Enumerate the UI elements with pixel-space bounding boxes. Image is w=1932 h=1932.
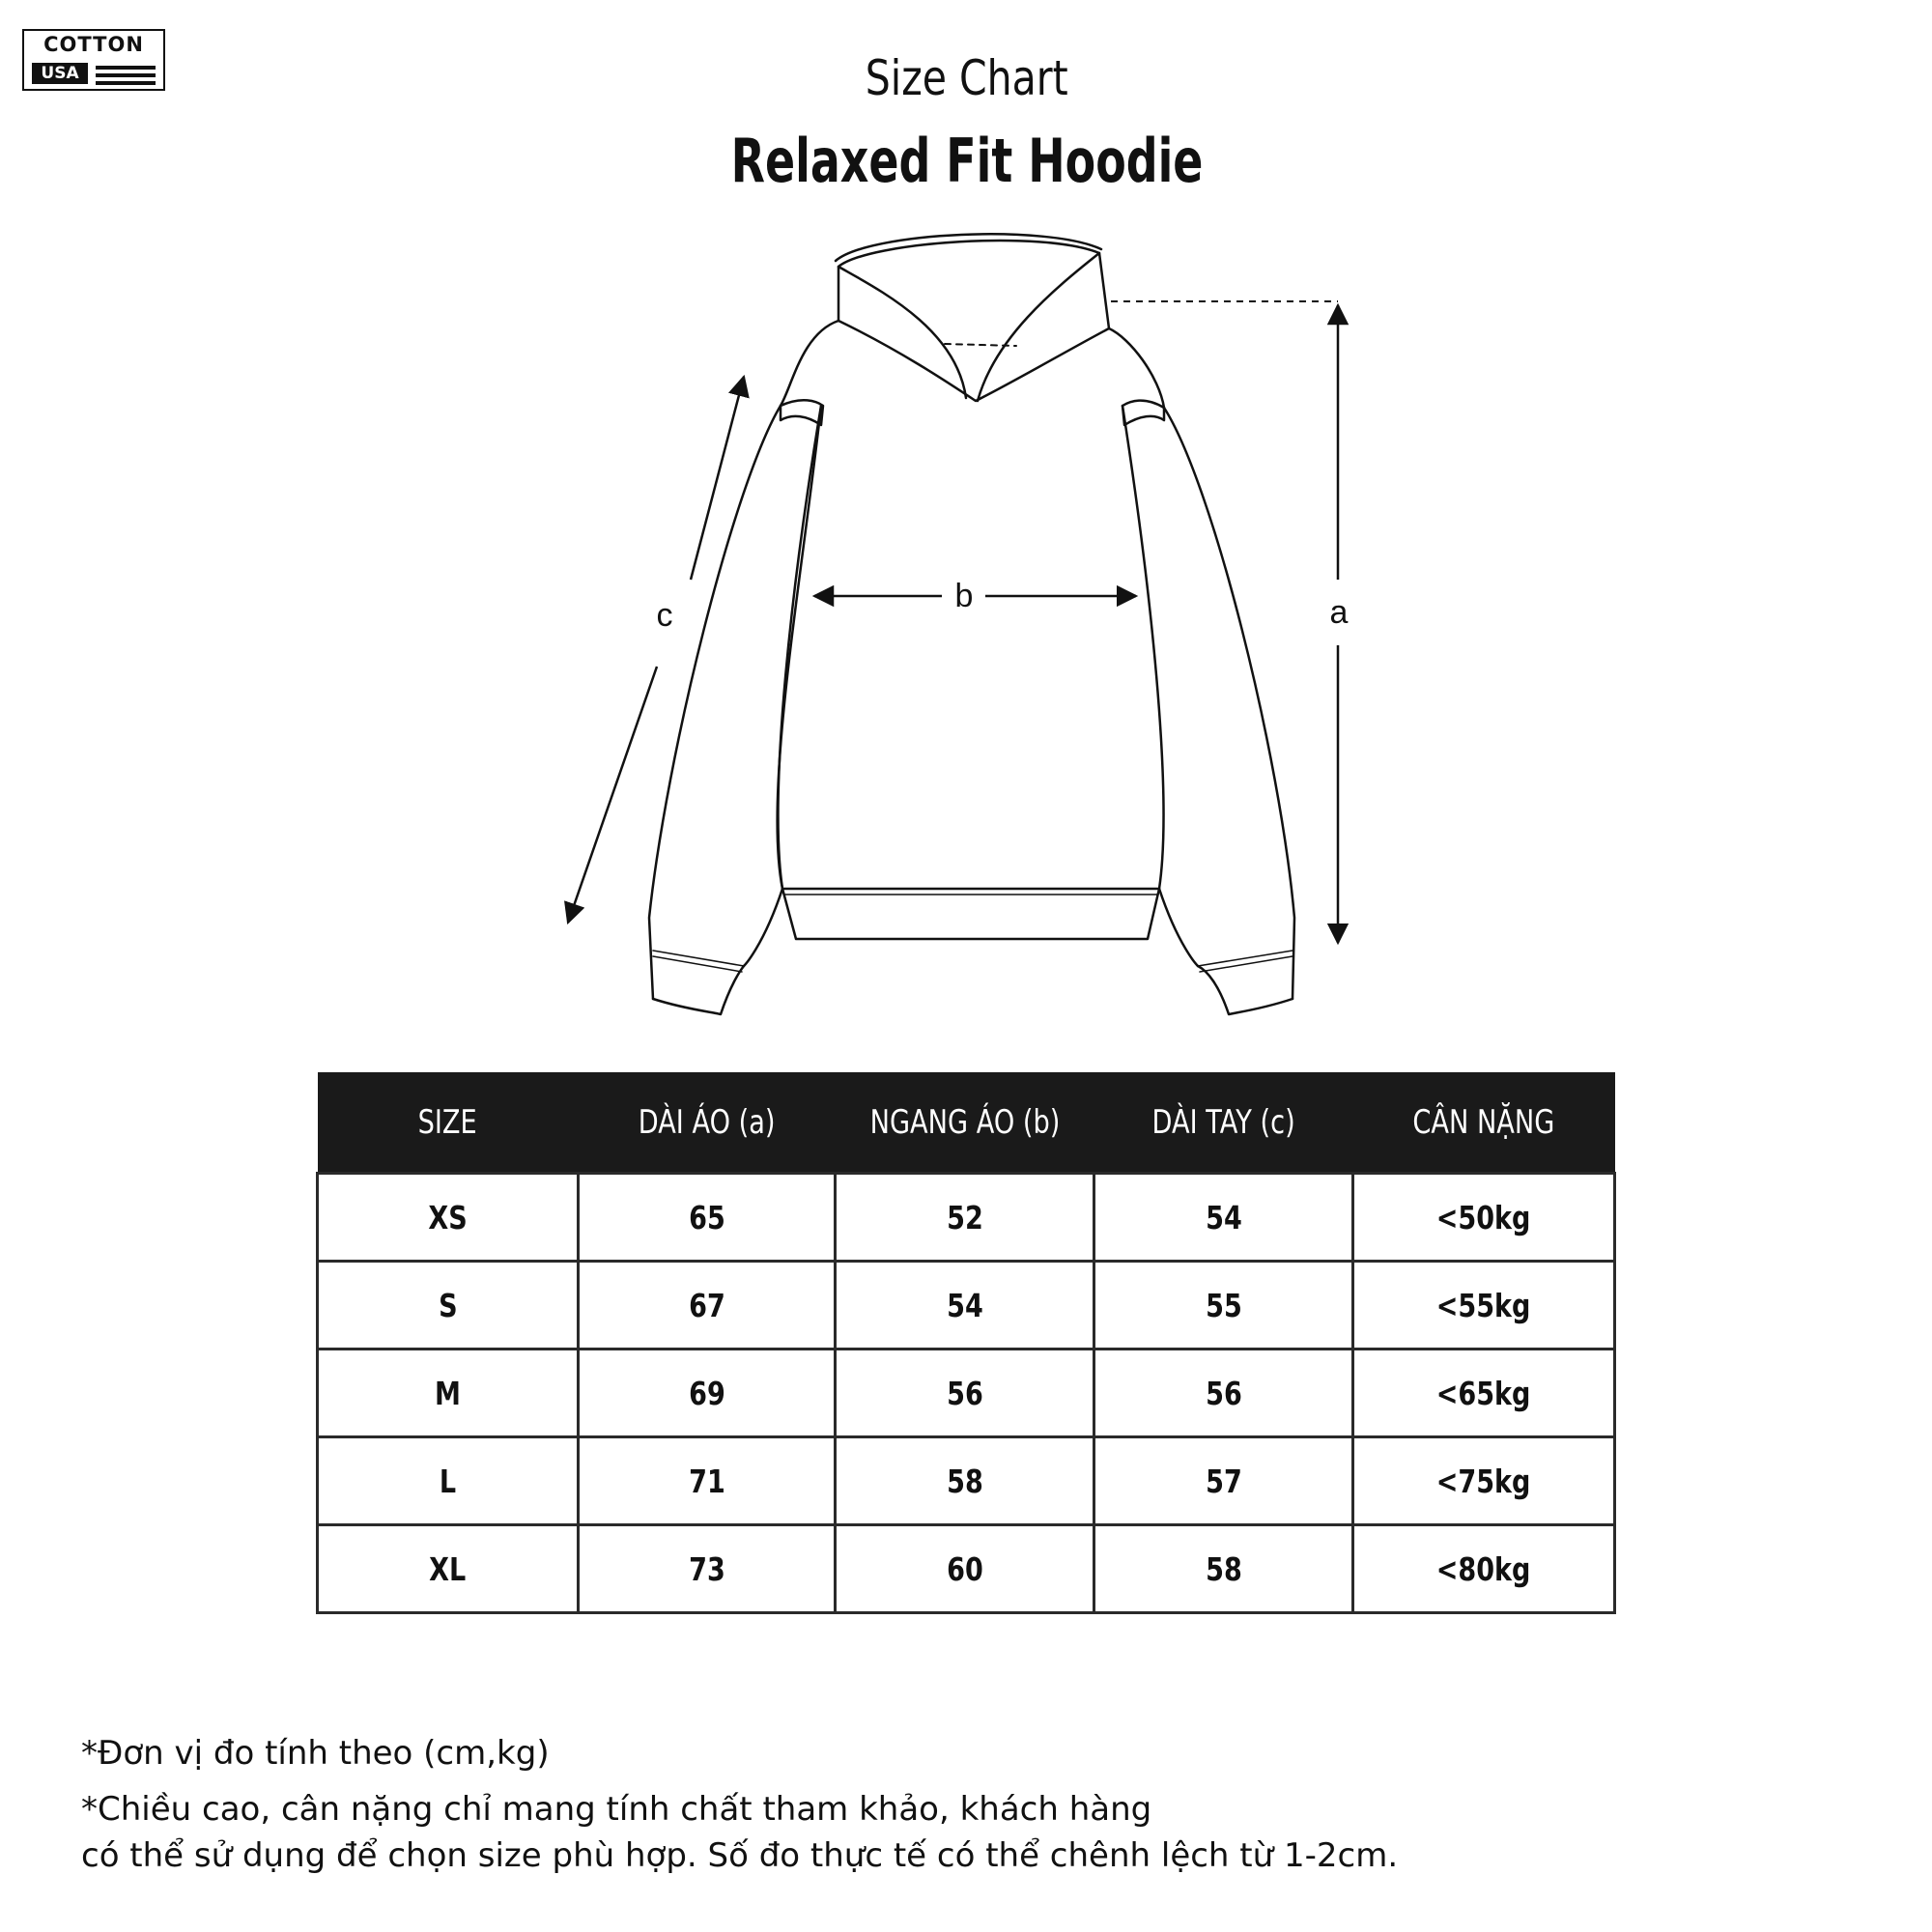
- cell-sleeve: 54: [1094, 1174, 1353, 1262]
- cell-size: XL: [318, 1525, 579, 1613]
- product-name: Relaxed Fit Hoodie: [730, 126, 1204, 196]
- hood-inner: [978, 253, 1099, 401]
- note-disclaimer: *Chiều cao, cân nặng chỉ mang tính chất tham khảo, khách hàng: [81, 1790, 1152, 1829]
- table-header-row: [318, 1072, 1615, 1174]
- left-armhole: [781, 400, 823, 425]
- body-right: [1122, 406, 1164, 889]
- cell-width: 56: [836, 1350, 1094, 1437]
- cell-size: XS: [318, 1174, 579, 1262]
- left-sleeve-outer: [649, 406, 781, 999]
- cell-sleeve: 58: [1094, 1525, 1353, 1613]
- table-row: [318, 1174, 1615, 1262]
- cell-sleeve: 56: [1094, 1350, 1353, 1437]
- label-c: c: [656, 597, 673, 634]
- label-b: b: [954, 578, 974, 614]
- cell-width: 54: [836, 1262, 1094, 1350]
- cell-width: 58: [836, 1437, 1094, 1525]
- right-cuff: [1198, 966, 1293, 1014]
- hood-opening: [836, 234, 1101, 261]
- right-sleeve-outer: [1164, 408, 1294, 999]
- cell-size: M: [318, 1350, 579, 1437]
- cell-length: 67: [579, 1262, 836, 1350]
- cell-sleeve: 57: [1094, 1437, 1353, 1525]
- measure-c-arrow-top: [691, 377, 744, 580]
- header-size: SIZE: [318, 1072, 579, 1174]
- note-units: *Đơn vị đo tính theo (cm,kg): [81, 1734, 550, 1773]
- header-sleeve: DÀI TAY (c): [1094, 1072, 1353, 1174]
- cell-weight: <50kg: [1353, 1174, 1615, 1262]
- logo-text-usa: USA: [32, 63, 88, 84]
- cell-width: 60: [836, 1525, 1094, 1613]
- cell-sleeve: 55: [1094, 1262, 1353, 1350]
- measure-c-arrow-bottom: [568, 667, 657, 923]
- cell-weight: <65kg: [1353, 1350, 1615, 1437]
- left-sleeve-inner: [744, 406, 821, 966]
- cell-size: S: [318, 1262, 579, 1350]
- cell-length: 65: [579, 1174, 836, 1262]
- left-shoulder: [781, 321, 838, 406]
- left-cuff: [653, 966, 744, 1014]
- label-a: a: [1329, 594, 1349, 631]
- cell-size: L: [318, 1437, 579, 1525]
- cell-weight: <80kg: [1353, 1525, 1615, 1613]
- table-row: [318, 1525, 1615, 1613]
- page-title: Size Chart: [865, 50, 1068, 106]
- body-left: [779, 406, 821, 889]
- cell-length: 69: [579, 1350, 836, 1437]
- table-row: [318, 1350, 1615, 1437]
- header-weight: CÂN NẶNG: [1353, 1072, 1615, 1174]
- size-table: [316, 1072, 1616, 1614]
- header-width: NGANG ÁO (b): [836, 1072, 1094, 1174]
- right-sleeve-inner: [1159, 889, 1198, 966]
- cell-weight: <75kg: [1353, 1437, 1615, 1525]
- table-row: [318, 1437, 1615, 1525]
- header-length: DÀI ÁO (a): [579, 1072, 836, 1174]
- hem-band: [782, 889, 1159, 939]
- hood-inner: [838, 267, 966, 398]
- table-row: [318, 1262, 1615, 1350]
- right-armhole: [1122, 401, 1164, 425]
- note-disclaimer-cont: có thể sử dụng để chọn size phù hợp. Số đo thực tế có thể chênh lệch từ 1-2cm.: [81, 1836, 1399, 1875]
- logo-text-cotton: COTTON: [43, 33, 144, 56]
- cell-weight: <55kg: [1353, 1262, 1615, 1350]
- hood-outline: [838, 241, 1109, 401]
- cell-length: 73: [579, 1525, 836, 1613]
- right-shoulder: [1109, 328, 1164, 408]
- cell-width: 52: [836, 1174, 1094, 1262]
- cell-length: 71: [579, 1437, 836, 1525]
